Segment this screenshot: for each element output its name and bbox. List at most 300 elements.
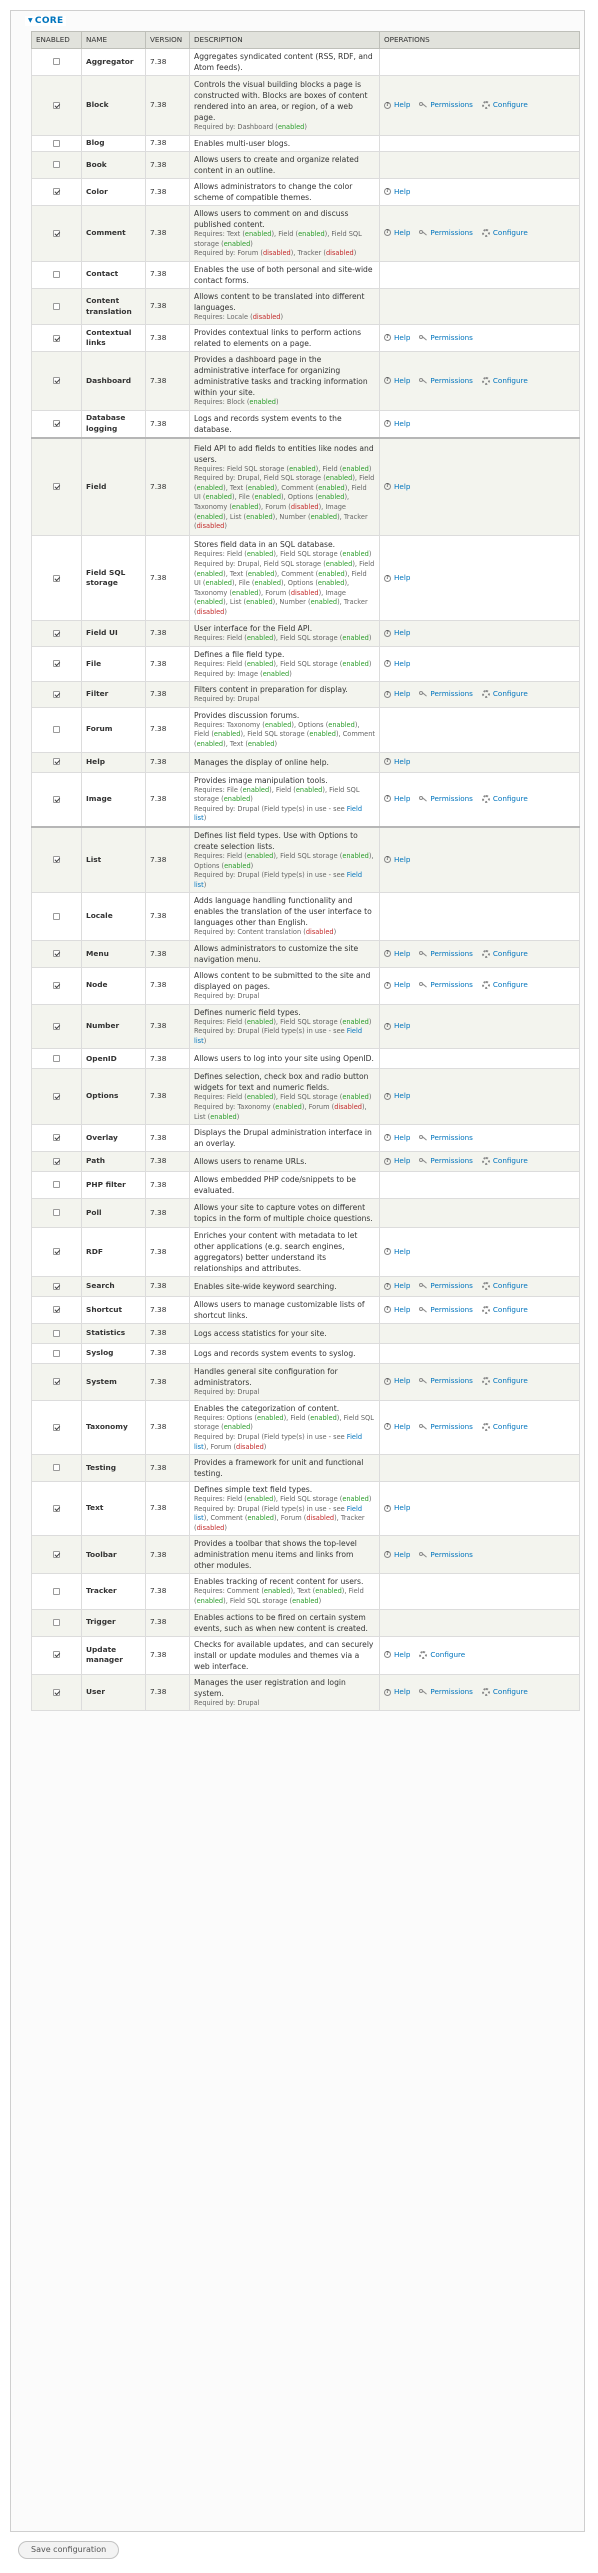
- module-version: 7.38: [146, 1574, 190, 1609]
- op-permissions-link[interactable]: [419, 794, 473, 805]
- save-configuration-button[interactable]: Save configuration: [18, 2541, 119, 2559]
- op-label: Permissions: [430, 948, 473, 958]
- description-text: Logs and records system events to the database.: [194, 413, 342, 434]
- module-name: PHP filter: [82, 1172, 146, 1199]
- module-row: [32, 1049, 580, 1069]
- op-help-link[interactable]: [384, 419, 410, 430]
- enable-cell: [32, 325, 82, 352]
- module-name: Tracker: [82, 1574, 146, 1609]
- module-row: [32, 325, 580, 352]
- op-label: Permissions: [430, 100, 473, 110]
- requirements-text: ), Field UI (: [194, 569, 367, 588]
- op-help-link[interactable]: [384, 228, 410, 239]
- enable-checkbox[interactable]: [53, 335, 60, 342]
- module-description: [190, 1277, 380, 1297]
- op-permissions-link[interactable]: [419, 980, 473, 991]
- op-configure-link[interactable]: [482, 794, 528, 805]
- enable-checkbox[interactable]: [53, 1209, 60, 1216]
- status-enabled: enabled: [231, 503, 259, 512]
- enable-cell: [32, 1344, 82, 1364]
- enable-checkbox[interactable]: [53, 1619, 60, 1626]
- module-name: Field UI: [82, 621, 146, 647]
- enable-checkbox[interactable]: [53, 271, 60, 278]
- description-text: Enables site-wide keyword searching.: [194, 1282, 337, 1292]
- op-help-link[interactable]: [384, 333, 410, 344]
- module-version: 7.38: [146, 410, 190, 438]
- requirements-text: Required by: Drupal: [194, 1388, 260, 1397]
- permissions-icon: [419, 377, 427, 385]
- module-name: Poll: [82, 1199, 146, 1228]
- op-configure-link[interactable]: [482, 949, 528, 960]
- module-operations: [380, 179, 580, 206]
- permissions-icon: [419, 1157, 427, 1165]
- enable-checkbox[interactable]: [53, 161, 60, 168]
- enable-checkbox[interactable]: [53, 1689, 60, 1696]
- op-permissions-link[interactable]: [419, 100, 473, 111]
- enable-checkbox[interactable]: [53, 1651, 60, 1658]
- module-name: Overlay: [82, 1125, 146, 1152]
- core-fieldset: [10, 10, 585, 2532]
- module-version: 7.38: [146, 536, 190, 621]
- module-operations: [380, 1277, 580, 1297]
- requirements-text: ): [368, 1093, 372, 1102]
- enable-checkbox[interactable]: [53, 1134, 60, 1141]
- op-permissions-link[interactable]: [419, 1376, 473, 1387]
- op-permissions-link[interactable]: [419, 1550, 473, 1561]
- description-text: User interface for the Field API.: [194, 624, 313, 634]
- requirements-text: ), Field SQL storage (: [273, 1017, 343, 1026]
- op-configure-link[interactable]: [482, 1376, 528, 1387]
- module-operations: [380, 1152, 580, 1172]
- requirements-line: [194, 474, 375, 532]
- module-name: Statistics: [82, 1324, 146, 1344]
- description-text: Allows users to manage customizable lists of shortcut links.: [194, 1300, 365, 1321]
- module-version: 7.38: [146, 1049, 190, 1069]
- module-version: 7.38: [146, 1277, 190, 1297]
- requirements-line: [194, 1587, 375, 1606]
- description-text: Allows content to be translated into different languages.: [194, 291, 365, 312]
- module-name: Contextual links: [82, 325, 146, 352]
- status-enabled: enabled: [342, 1093, 369, 1102]
- description-text: Allows users to comment on and discuss published content.: [194, 209, 349, 229]
- module-description: [190, 49, 380, 76]
- enable-cell: [32, 1674, 82, 1711]
- permissions-icon: [419, 1306, 427, 1314]
- status-enabled: enabled: [246, 660, 274, 669]
- requirements-text: ): [353, 249, 357, 258]
- enable-checkbox[interactable]: [53, 1424, 60, 1431]
- enable-checkbox[interactable]: [53, 950, 60, 957]
- enable-checkbox[interactable]: [53, 1023, 60, 1030]
- status-disabled: disabled: [262, 249, 291, 258]
- op-help-link[interactable]: [384, 794, 410, 805]
- status-enabled: enabled: [246, 1495, 274, 1504]
- module-operations: [380, 1344, 580, 1364]
- requirements-line: [194, 695, 375, 705]
- enable-checkbox[interactable]: [53, 420, 60, 427]
- requirements-line: [194, 1018, 375, 1028]
- enable-checkbox[interactable]: [53, 483, 60, 490]
- requirements-text: ): [368, 660, 372, 669]
- module-description: [190, 621, 380, 647]
- permissions-icon: [419, 1377, 427, 1385]
- configure-icon: [482, 1157, 490, 1165]
- fieldset-legend[interactable]: [25, 16, 66, 26]
- module-description: [190, 288, 380, 325]
- op-help-link[interactable]: [384, 689, 410, 700]
- description-text: Field API to add fields to entities like nodes and users.: [194, 443, 374, 464]
- requirements-text: Required by: Dashboard (: [194, 122, 278, 131]
- requirements-text: ), Field SQL storage (: [273, 852, 343, 860]
- configure-icon: [482, 1377, 490, 1385]
- status-enabled: enabled: [254, 579, 282, 588]
- op-label: Configure: [492, 689, 528, 699]
- modules-table: [31, 31, 580, 1711]
- op-help-link[interactable]: [384, 187, 410, 198]
- module-version: 7.38: [146, 893, 190, 941]
- op-configure-link[interactable]: [482, 1156, 528, 1167]
- module-name: Content translation: [82, 288, 146, 325]
- enable-cell: [32, 893, 82, 941]
- description-text: Manages the display of online help.: [194, 757, 329, 767]
- module-name: Color: [82, 179, 146, 206]
- op-permissions-link[interactable]: [419, 376, 473, 387]
- requirements-text: Requires: Field (: [194, 1017, 247, 1026]
- enable-cell: [32, 1636, 82, 1674]
- requirements-text: ): [224, 1523, 227, 1532]
- enable-cell: [32, 707, 82, 752]
- op-help-link[interactable]: [384, 1247, 410, 1258]
- status-disabled: disabled: [196, 1523, 225, 1532]
- op-configure-link[interactable]: [419, 1650, 465, 1661]
- enable-cell: [32, 967, 82, 1004]
- module-description: [190, 1574, 380, 1609]
- enable-cell: [32, 1228, 82, 1277]
- status-enabled: enabled: [254, 493, 282, 502]
- enable-checkbox[interactable]: [53, 575, 60, 582]
- status-enabled: enabled: [246, 1093, 274, 1102]
- module-description: [190, 206, 380, 262]
- op-configure-link[interactable]: [482, 1687, 528, 1698]
- op-permissions-link[interactable]: [419, 1305, 473, 1316]
- requirements-line: [194, 1495, 375, 1505]
- op-configure-link[interactable]: [482, 1422, 528, 1433]
- module-row: [32, 1574, 580, 1609]
- enable-checkbox[interactable]: [53, 1181, 60, 1188]
- op-configure-link[interactable]: [482, 100, 528, 111]
- enable-checkbox[interactable]: [53, 1330, 60, 1337]
- op-help-link[interactable]: [384, 980, 410, 991]
- description-text: Defines a file field type.: [194, 650, 285, 660]
- op-permissions-link[interactable]: [419, 1156, 473, 1167]
- status-enabled: enabled: [210, 1112, 237, 1121]
- module-operations: [380, 1199, 580, 1228]
- requirements-text: ), Options (: [194, 852, 374, 870]
- status-disabled: disabled: [196, 607, 225, 616]
- enable-checkbox[interactable]: [53, 982, 60, 989]
- op-help-link[interactable]: [384, 1650, 410, 1661]
- op-label: Help: [394, 1021, 411, 1030]
- field-list-link[interactable]: Field list: [194, 804, 362, 823]
- op-help-link[interactable]: [384, 100, 410, 111]
- module-description: [190, 940, 380, 967]
- header-version: VERSION: [146, 32, 190, 49]
- op-configure-link[interactable]: [482, 689, 528, 700]
- requirements-text: ), Comment (: [203, 1514, 248, 1523]
- field-list-link[interactable]: Field list: [194, 1504, 362, 1523]
- op-help-link[interactable]: [384, 628, 410, 639]
- help-icon: ?: [384, 1283, 391, 1290]
- op-help-link[interactable]: [384, 1281, 410, 1292]
- field-list-link[interactable]: Field list: [194, 1027, 362, 1045]
- enable-checkbox[interactable]: [53, 630, 60, 637]
- enable-checkbox[interactable]: [53, 1505, 60, 1512]
- requirements-text: Required by: Drupal (Field type(s) in use - see: [194, 1504, 347, 1513]
- description-text: Provides a toolbar that shows the top-level administration menu items and links from other modules.: [194, 1539, 357, 1571]
- op-permissions-link[interactable]: [419, 1133, 473, 1144]
- status-enabled: enabled: [317, 493, 345, 502]
- op-label: Permissions: [430, 227, 473, 237]
- enable-checkbox[interactable]: [53, 1158, 60, 1165]
- fieldset-legend-label[interactable]: CORE: [34, 16, 64, 26]
- op-help-link[interactable]: [384, 1021, 410, 1032]
- module-row: [32, 136, 580, 152]
- status-enabled: enabled: [263, 1587, 291, 1596]
- module-version: 7.38: [146, 1536, 190, 1574]
- requirements-text: ), Image (: [194, 503, 346, 521]
- enable-checkbox[interactable]: [53, 726, 60, 733]
- enable-checkbox[interactable]: [53, 377, 60, 384]
- requirements-text: ): [203, 814, 207, 823]
- requirements-text: Requires: Field (: [194, 660, 247, 669]
- module-row: [32, 707, 580, 752]
- help-icon: ?: [384, 188, 391, 195]
- op-configure-link[interactable]: [482, 1305, 528, 1316]
- requirements-text: Required by: Drupal: [194, 1698, 260, 1707]
- enable-cell: [32, 1004, 82, 1049]
- op-help-link[interactable]: [384, 1687, 410, 1698]
- status-enabled: enabled: [231, 588, 259, 597]
- op-configure-link[interactable]: [482, 980, 528, 991]
- op-label: Help: [394, 1503, 411, 1513]
- enable-checkbox[interactable]: [53, 1464, 60, 1471]
- module-operations: [380, 352, 580, 411]
- requirements-text: ), Text (: [290, 1587, 316, 1596]
- help-icon: ?: [384, 1134, 391, 1141]
- requirements-text: ), Field (: [194, 559, 375, 578]
- module-description: [190, 772, 380, 827]
- module-version: 7.38: [146, 1228, 190, 1277]
- requirements-text: Required by: Drupal, Field SQL storage (: [194, 559, 326, 568]
- op-permissions-link[interactable]: [419, 1687, 473, 1698]
- module-name: Search: [82, 1277, 146, 1297]
- module-name: Contact: [82, 261, 146, 288]
- help-icon: ?: [384, 660, 391, 667]
- op-label: Help: [394, 332, 411, 342]
- op-help-link[interactable]: [384, 1503, 410, 1514]
- enable-checkbox[interactable]: [53, 758, 60, 765]
- description-text: Allows users to log into your site using OpenID.: [194, 1054, 374, 1064]
- module-description: [190, 1049, 380, 1069]
- module-name: OpenID: [82, 1049, 146, 1069]
- module-operations: [380, 410, 580, 438]
- op-help-link[interactable]: [384, 659, 410, 670]
- requirements-text: Required by: Drupal, Field SQL storage (: [194, 474, 326, 483]
- module-name: Number: [82, 1004, 146, 1049]
- enable-checkbox[interactable]: [53, 856, 60, 863]
- configure-icon: [482, 1688, 490, 1696]
- requirements-line: [194, 398, 375, 408]
- enable-cell: [32, 827, 82, 893]
- op-help-link[interactable]: [384, 949, 410, 960]
- module-name: Options: [82, 1069, 146, 1125]
- op-label: Configure: [492, 1281, 528, 1291]
- help-icon: ?: [384, 1158, 391, 1165]
- requirements-text: Requires: Options (: [194, 1413, 258, 1422]
- enable-cell: [32, 1609, 82, 1636]
- enable-checkbox[interactable]: [53, 1378, 60, 1385]
- field-list-link[interactable]: Field list: [194, 1432, 362, 1451]
- module-row: [32, 1004, 580, 1049]
- op-help-link[interactable]: [384, 1133, 410, 1144]
- module-row: [32, 1228, 580, 1277]
- enable-checkbox[interactable]: [53, 660, 60, 667]
- enable-checkbox[interactable]: [53, 1551, 60, 1558]
- requirements-text: ), Field (: [194, 1587, 364, 1606]
- op-label: Help: [394, 1549, 411, 1559]
- status-enabled: enabled: [196, 483, 224, 492]
- module-row: [32, 1344, 580, 1364]
- enable-checkbox[interactable]: [53, 1093, 60, 1100]
- op-label: Permissions: [430, 332, 473, 342]
- op-configure-link[interactable]: [482, 376, 528, 387]
- op-permissions-link[interactable]: [419, 1281, 473, 1292]
- enable-checkbox[interactable]: [53, 230, 60, 237]
- module-operations: [380, 1297, 580, 1324]
- module-version: 7.38: [146, 1344, 190, 1364]
- op-help-link[interactable]: [384, 1091, 410, 1102]
- status-enabled: enabled: [249, 398, 276, 407]
- op-help-link[interactable]: [384, 1156, 410, 1167]
- op-permissions-link[interactable]: [419, 333, 473, 344]
- op-label: Help: [394, 980, 411, 990]
- enable-checkbox[interactable]: [53, 58, 60, 65]
- op-permissions-link[interactable]: [419, 689, 473, 700]
- module-name: Image: [82, 772, 146, 827]
- enable-checkbox[interactable]: [53, 796, 60, 803]
- status-enabled: enabled: [325, 474, 353, 483]
- module-version: 7.38: [146, 1152, 190, 1172]
- enable-checkbox[interactable]: [53, 140, 60, 147]
- module-row: [32, 893, 580, 941]
- enable-checkbox[interactable]: [53, 1588, 60, 1595]
- op-permissions-link[interactable]: [419, 1422, 473, 1433]
- enable-checkbox[interactable]: [53, 1350, 60, 1357]
- enable-checkbox[interactable]: [53, 691, 60, 698]
- enable-checkbox[interactable]: [53, 102, 60, 109]
- requirements-text: ), Field SQL storage (: [273, 1093, 343, 1102]
- module-description: [190, 1228, 380, 1277]
- module-version: 7.38: [146, 1172, 190, 1199]
- module-version: 7.38: [146, 752, 190, 772]
- requirements-text: Required by: Image (: [194, 669, 263, 678]
- help-icon: ?: [384, 334, 391, 341]
- enable-cell: [32, 152, 82, 179]
- requirements-text: ), Field SQL storage (: [223, 1597, 293, 1606]
- module-description: [190, 352, 380, 411]
- modules-table-body: [32, 49, 580, 1711]
- permissions-icon: [419, 334, 427, 342]
- op-label: Configure: [492, 1304, 528, 1314]
- module-name: User: [82, 1674, 146, 1711]
- op-help-link[interactable]: [384, 376, 410, 387]
- module-name: Blog: [82, 136, 146, 152]
- requirements-line: [194, 1103, 375, 1122]
- requirements-text: Required by: Drupal (Field type(s) in use - see: [194, 871, 347, 880]
- op-label: Permissions: [430, 1281, 473, 1291]
- status-disabled: disabled: [306, 1514, 335, 1523]
- description-text: Defines numeric field types.: [194, 1007, 301, 1017]
- module-row: [32, 288, 580, 325]
- op-permissions-link[interactable]: [419, 228, 473, 239]
- enable-checkbox[interactable]: [53, 1306, 60, 1313]
- requirements-line: [194, 670, 375, 680]
- module-operations: [380, 940, 580, 967]
- op-label: Permissions: [430, 1421, 473, 1431]
- enable-checkbox[interactable]: [53, 303, 60, 310]
- requirements-line: [194, 805, 375, 824]
- status-disabled: disabled: [252, 312, 281, 321]
- op-help-link[interactable]: [384, 855, 410, 866]
- enable-checkbox[interactable]: [53, 1283, 60, 1290]
- status-enabled: enabled: [246, 550, 274, 559]
- op-help-link[interactable]: [384, 482, 410, 493]
- enable-cell: [32, 682, 82, 708]
- enable-checkbox[interactable]: [53, 188, 60, 195]
- op-configure-link[interactable]: [482, 228, 528, 239]
- op-help-link[interactable]: [384, 1422, 410, 1433]
- op-help-link[interactable]: [384, 757, 410, 768]
- op-help-link[interactable]: [384, 573, 410, 584]
- op-label: Permissions: [430, 1687, 473, 1696]
- enable-checkbox[interactable]: [53, 1248, 60, 1255]
- module-operations: [380, 752, 580, 772]
- op-label: Configure: [492, 100, 528, 110]
- op-label: Permissions: [430, 1132, 473, 1142]
- op-permissions-link[interactable]: [419, 949, 473, 960]
- field-list-link[interactable]: Field list: [194, 871, 362, 889]
- module-description: [190, 438, 380, 536]
- module-operations: [380, 1609, 580, 1636]
- module-row: [32, 940, 580, 967]
- op-label: Help: [394, 756, 411, 766]
- module-name: RDF: [82, 1228, 146, 1277]
- requirements-text: ): [203, 1036, 207, 1045]
- op-label: Help: [394, 1687, 411, 1696]
- description-text: Enables tracking of recent content for users.: [194, 1577, 364, 1587]
- module-description: [190, 1069, 380, 1125]
- op-help-link[interactable]: [384, 1305, 410, 1316]
- collapse-arrow-icon[interactable]: ▼: [28, 17, 33, 24]
- op-help-link[interactable]: [384, 1550, 410, 1561]
- requirements-text: ), Text (: [223, 740, 248, 749]
- requirements-text: ): [368, 1495, 372, 1504]
- op-configure-link[interactable]: [482, 1281, 528, 1292]
- enable-checkbox[interactable]: [53, 913, 60, 920]
- enable-checkbox[interactable]: [53, 1055, 60, 1062]
- module-operations: [380, 1482, 580, 1536]
- op-help-link[interactable]: [384, 1376, 410, 1387]
